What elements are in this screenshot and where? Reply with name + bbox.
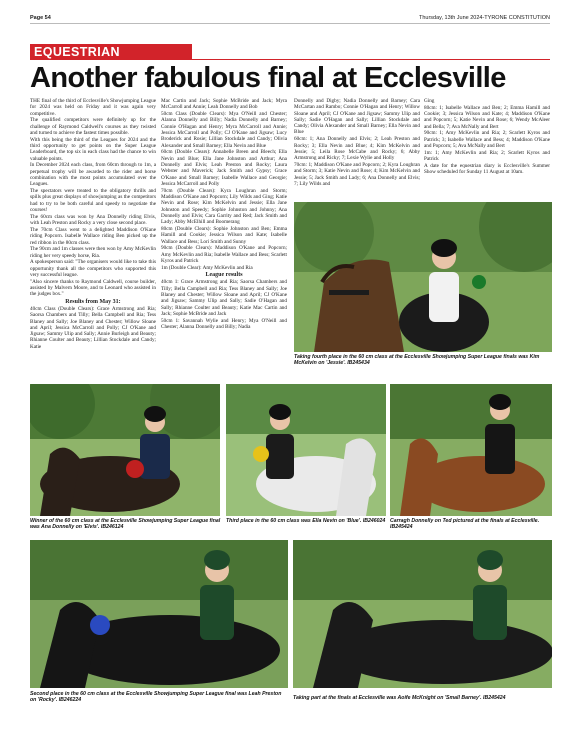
photo-aoife-mcknight [293,540,552,688]
photo-carragh-donnelly [390,384,552,516]
league-heading: League results [205,272,243,279]
article-column-4 [424,98,550,176]
photo-leah-preston [30,540,288,688]
photo-ana-donnelly [30,384,220,516]
caption-kim: Taking fourth place in the 60 cm class at the Ecclesville Showjumping Super League finals was Kim McKelvin on 'Jessie'. IB245434 [294,354,540,367]
paragraph: Donnelly and Digby; Nadia Donnelly and Barney; Cara McCartan and Rambo; Connie O'Hagan and Henry; Willow Sloane and April; CJ O'Kane and Jigsaw; Sammy Ulip and Sally; Sadie O'Hagan and Sally; Lillian Stockdale and Candy; Olivia Alexander and Small Barney; Ella Nevin and Blue [294,98,420,136]
section-label: EQUESTRIAN [30,44,192,60]
caption-leah: Second place in the 60 cm class at the Ecclesville Showjumping Super League final was Leah Preston on 'Rocky'. IB246224 [30,691,282,704]
paragraph: The 90cm and 1m classes were then won by Amy McKevlin riding her very speedy horse, Ria. [30,246,156,259]
page-number: Page 54 [30,15,51,21]
paragraph: 80cm (Double Clears): Sophie Johnston and Ben; Emma Hamill and Cookie; Jessica Wilson and Kate; Isabelle Wallace and Bess; Lori Smith and Sunny [161,225,287,245]
paragraph: 70cm: 1; Maddison O'Kane and Popcorn; 2; Kyra Loughran and Storm; 3; Katie Nevin and Rose; 4; Kim McKelvin and Jessie; 5; Jack Smith and Lady; 6; Ana Donnelly and Elvis; 7; Lily Wilds and [294,161,420,187]
paragraph: "Also sincere thanks to Raymond Caldwell, course builder, assisted by Malvern Moore, and to Leonard who assisted in the judges box." [30,278,156,298]
paragraph: 50cm Class (Double Clears): Mya O'Neill and Chester; Alanna Donnelly and Billy; Nadia Donnelly and Barney; Connie O'Hagan and Henry; Myra McCarroll and Annie; Jessica McCarroll and Polly; CJ O'Kane and Jigsaw; Lucy Broderick and Rosie; Lillian Stockdale and Candy; Olivia Alexander and Small Barney; Ella Nevin and Blue [161,111,287,149]
paragraph: Mac Cartin and Jack; Sophie McBride and Jack; Myra McCarroll and Annie; Leah Donnelly and Bob [161,98,287,111]
paragraph: The spectators were treated to the obligatory thrills and spills plus great displays of showjumping as the competitors had to try to be both careful and speedy to negotiate the courses! [30,188,156,214]
paragraph: 40cm Class (Double Clears): Grace Armstrong and Ria; Saorsa Chambers and Tilly; Bella Campbell and Ria; Tess Blaney and Sally; Joe Blaney and Chester; Willow Sloane and April; Jessica McCarroll and Polly; CJ O'Kane and Jigsaw; Sammy Ulip and Sally; Annie Burleigh and Beauty; Rhianne Coulter and Beauty; Lillian Stockdale and Candy; Katie [30,306,156,350]
paragraph: The qualified competitors were definitely up for the challenge of Raymond Caldwell's courses as they twisted and turned to achieve the fastest times possible. [30,117,156,136]
paragraph: 40cm 1: Grace Armstrong and Ria; Saorsa Chambers and Tilly; Bella Campbell and Ria; Tess Blaney and Sally; Joe Blaney and Chester; Willow Sloane and April; CJ O'Kane and Jigsaw; Sammy Ulip and Sally; Sadie O'Hagan and Sally; Rhianne Coulter and Beauty; Katie Mac Cartin and Jack; Sophie McBride and Jack [161,279,287,317]
paragraph: 50cm 1: Savannah Wylie and Henry; Mya O'Neill and Chester; Alanna Donnelly and Billy; Nadia [161,317,287,330]
paragraph: 1m: 1; Amy McKevlin and Ria; 2; Scarlett Kyros and Patrick [424,149,550,163]
article-column-3 [294,98,420,188]
caption-ana: Winner of the 60 cm class at the Ecclesville Showjumping Super League final was Ana Donnelly on 'Elvis'. IB246124 [30,518,221,531]
caption-carragh: Carragh Donnelly on Ted pictured at the finals at Ecclesville. IB245424 [390,518,540,531]
paragraph: The 70cm Class went to a delighted Maddison O'Kane riding Popcorn. Isabelle Wallace riding Ben picked up the red ribbon in the 80cm class. [30,226,156,246]
paragraph: 80cm: 1; Isabelle Wallace and Ben; 2; Emma Hamill and Cookie; 3; Jessica Wilson and Kate; 4; Maddison O'Kane and Popcorn; 5; Katie Nevin and Rose; 6; Wendy McAleer and Bella; 7; Ava McNally and Bert [424,104,550,130]
caption-ella: Third place in the 60 cm class was Ella Nevin on 'Blue'. IB246024 [226,518,386,524]
paragraph: Ging [424,98,435,104]
caption-aoife: Taking part at the finals at Ecclesville was Aoife McKnight on 'Small Barney'. IB245424 [293,695,506,701]
paragraph: 70cm (Double Clears): Kyra Loughran and Storm; Maddison O'Kane and Popcorn; Lily Wilds and Ging; Katie Nevin and Rose; Kim McKelvin and Jessie; Ella Jane Johnston and Speedy; Sophie Johnston and Johnny; Ana Donnelly and Elvis; Cara Garrity and Red; Jack Smith and Lady; Abby McElhill and Boomerang [161,187,287,226]
photo-kim-mckelvin [294,202,552,352]
article-column-2 [161,98,287,331]
paragraph: A spokesperson said: "The organisers would like to take this opportunity thank all the competitors who supported this very successful league. [30,259,156,279]
paragraph: A date for the equestrian diary is Ecclesville's Summer Show scheduled for Sunday 11 August at 10am. [424,162,550,176]
results-heading: Results from May 31: [65,298,121,305]
paragraph: The 60cm class was won by Ana Donnelly riding Elvis, with Leah Preston and Rocky a very close second place. [30,213,156,227]
paragraph: 90cm: 1; Amy McKevlin and Ria; 2; Scarlett Kyros and Patrick; 3; Isabelle Wallace and Bess; 4; Maddison O'Kane and Popcorn; 5; Ava McNally and Bert [424,130,550,150]
paragraph: THE final of the third of Ecclesville's Showjumping League for 2024 was held on Friday and it was again very competitive. [30,98,156,117]
article-column-1 [30,98,156,351]
paragraph: 60cm (Double Clears): Annabelle Breen and Bleech; Ella Nevin and Blue; Ella Jane Johnston and Arthur; Ana Donnelly and Elvis; Leah Preston and Rocky; Laura Webster and Maverick; Jack Smith and Gypsy; Grace O'Kane and Small Barney; Isabelle Wallace and Georgie; Jessica McCarroll and Polly [161,149,287,187]
paragraph: In December 2024 each class, from 60cm through to 1m, a perpetual trophy will be awarded to the rider and horse combination with the most points accumulated over the Leagues. [30,162,156,188]
paragraph: With this being the third of the Leagues for 2024 and the third opportunity to get points on the Super League Leaderboard, the top six in each class had the chance to win valuable points. [30,136,156,162]
headline: Another fabulous final at Ecclesville [30,62,506,94]
paragraph: 1m (Double Clear): Amy McKevlin and Ria [161,264,253,271]
photo-ella-nevin [226,384,386,516]
issue-line: Thursday, 13th June 2024-TYRONE CONSTITUTION [418,15,550,21]
section-rule [30,59,550,60]
paragraph: 60cm: 1; Ana Donnelly and Elvis; 2; Leah Preston and Rocky; 3; Ella Nevin and Blue; 4; Kim McKelvin and Jessie; 5; Leila Rose McCabe and Rocky; 6; Abby Armstrong and Ricky; 7; Lexie Wylie and Holly [294,136,420,162]
paragraph: 90cm (Double Clears): Maddison O'Kane and Popcorn; Amy McKevlin and Ria; Isabelle Wallace and Bess; Scarlett Kyros and Patrick [161,245,287,264]
page-header [30,8,550,24]
